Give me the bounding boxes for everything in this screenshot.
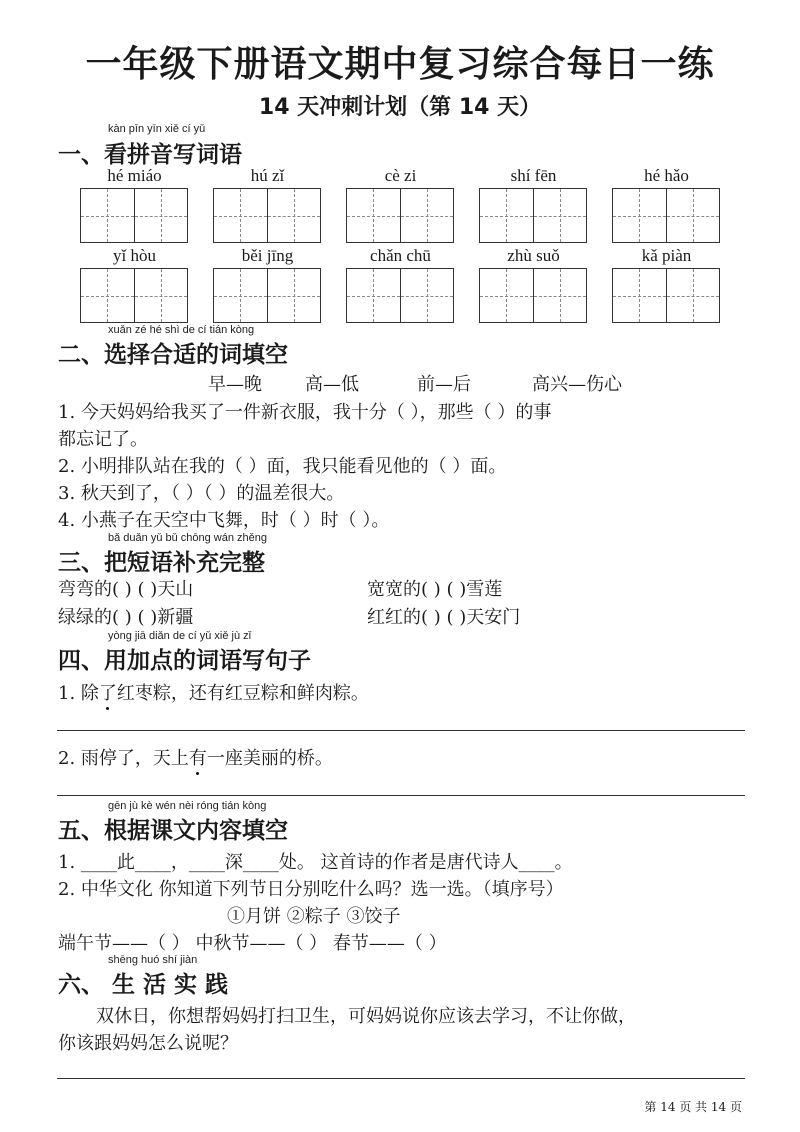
sentence-question-1: 1. 除了红枣粽，还有红豆粽和鲜肉粽。 (58, 683, 369, 704)
writing-grid[interactable] (479, 268, 587, 323)
fill-question-1: 1. ____此____，____深____处。 这首诗的作者是唐代诗人____。 (58, 852, 573, 873)
section1-heading: 一、看拼音写词语 (58, 142, 242, 168)
phrase-row-1a: 弯弯的( ) ( )天山 (58, 579, 194, 600)
phrase-row-1b: 宽宽的( ) ( )雪莲 (367, 579, 503, 600)
writing-grid[interactable] (612, 188, 720, 243)
dotted-word: 了 (98, 683, 117, 704)
writing-grid[interactable] (80, 268, 188, 323)
practice-text-2: 你该跟妈妈怎么说呢？ (58, 1033, 238, 1054)
festival-row: 端午节——（ ） 中秋节——（ ） 春节——（ ） (58, 933, 447, 954)
section3-pinyin: bǎ duǎn yǔ bǔ chōng wán zhěng (108, 532, 268, 544)
section1-pinyin: kàn pīn yīn xiě cí yǔ (108, 123, 206, 135)
section2-pinyin: xuǎn zé hé shì de cí tián kòng (108, 324, 255, 336)
writing-grid[interactable] (346, 268, 454, 323)
writing-grid[interactable] (213, 268, 321, 323)
sentence-question-2: 2. 雨停了，天上有一座美丽的桥。 (58, 748, 333, 769)
pinyin-label: cè zi (384, 166, 417, 185)
writing-grid[interactable] (80, 188, 188, 243)
pinyin-label: chǎn chū (370, 246, 431, 265)
phrase-row-2a: 绿绿的( ) ( )新疆 (58, 607, 194, 628)
section2-heading: 二、选择合适的词填空 (58, 342, 288, 368)
section4-pinyin: yòng jiā diǎn de cí yǔ xiě jù zǐ (108, 630, 252, 642)
word-pair: 早—晚 (208, 374, 262, 395)
answer-line[interactable] (57, 730, 745, 731)
writing-grid[interactable] (479, 188, 587, 243)
section6-heading: 六、 生 活 实 践 (58, 972, 229, 998)
pinyin-label: kǎ piàn (641, 246, 692, 265)
fill-question-2: 2. 中华文化 你知道下列节日分别吃什么吗？选一选。（填序号） (58, 879, 564, 900)
question-4: 4. 小燕子在天空中飞舞，时（ ）时（ ）。 (58, 510, 390, 531)
section5-heading: 五、根据课文内容填空 (58, 818, 288, 844)
question-1: 1. 今天妈妈给我买了一件新衣服，我十分（ ），那些（ ）的事 (58, 402, 552, 423)
writing-grid[interactable] (213, 188, 321, 243)
writing-grid[interactable] (346, 188, 454, 243)
practice-text-1: 双休日，你想帮妈妈打扫卫生，可妈妈说你应该去学习，不让你做， (96, 1006, 636, 1027)
pinyin-label: yǐ hòu (113, 246, 156, 265)
section5-pinyin: gēn jù kè wén nèi róng tián kòng (108, 800, 267, 812)
page-number: 第 14 页 共 14 页 (644, 1100, 742, 1114)
pinyin-label: zhù suǒ (507, 246, 560, 265)
word-pair: 高—低 (305, 374, 359, 395)
answer-line[interactable] (57, 795, 745, 796)
pinyin-label: shí fēn (510, 166, 557, 185)
pinyin-label: běi jīng (241, 246, 294, 265)
pinyin-label: hé miáo (107, 166, 162, 185)
page-subtitle: 14 天冲刺计划（第 14 天） (258, 95, 542, 120)
phrase-row-2b: 红红的( ) ( )天安门 (367, 607, 521, 628)
question-1-cont: 都忘记了。 (58, 429, 148, 450)
section3-heading: 三、把短语补充完整 (58, 550, 265, 576)
dotted-word: 有 (188, 748, 207, 769)
question-3: 3. 秋天到了，（ ）（ ）的温差很大。 (58, 483, 345, 504)
page-title: 一年级下册语文期中复习综合每日一练 (85, 44, 715, 85)
word-pair: 前—后 (417, 374, 471, 395)
answer-line[interactable] (57, 1078, 745, 1079)
question-2: 2. 小明排队站在我的（ ）面，我只能看见他的（ ）面。 (58, 456, 507, 477)
section4-heading: 四、用加点的词语写句子 (58, 648, 311, 674)
section6-pinyin: shēng huó shí jiàn (108, 954, 198, 966)
writing-grid[interactable] (612, 268, 720, 323)
pinyin-label: hú zǐ (250, 166, 285, 185)
food-options: ①月饼 ②粽子 ③饺子 (227, 906, 401, 927)
pinyin-label: hé hǎo (644, 166, 689, 185)
word-pair: 高兴—伤心 (532, 374, 622, 395)
